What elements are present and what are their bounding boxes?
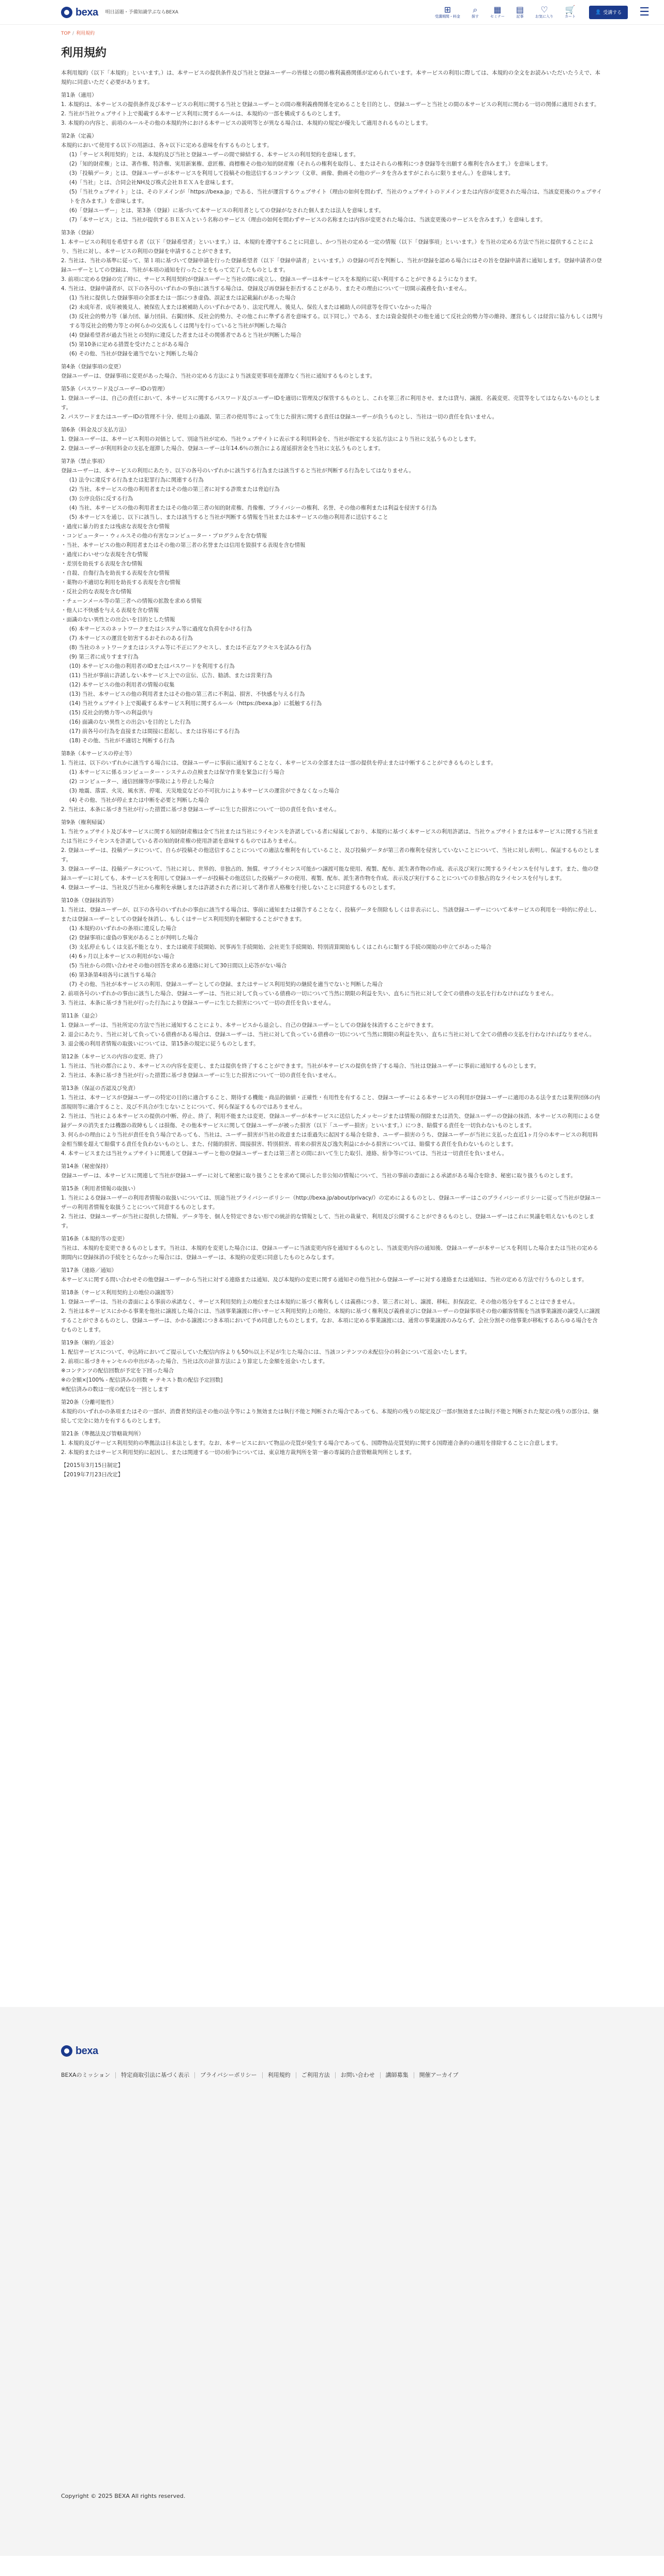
terms-paragraph: (11) 当社が事前に許諾しない本サービス上での宣伝、広告、勧誘、または営業行為 xyxy=(69,672,273,679)
terms-paragraph: 2. 当社は、当社の基準に従って、第１項に基づいて登録申請を行った登録希望者（以下「登録申請者」といいます。）の登録の可否を判断し、当社が登録を認める場合にはその旨を登録申請者に通知します。登録申請者の登録ユーザーとしての登録は、当社が本項の通知を行ったことをもって完了したものとします。 xyxy=(61,258,602,273)
terms-paragraph: (1) 当社に提供した登録事項の全部または一部につき虚偽、誤記または記載漏れがあった場合 xyxy=(69,295,296,301)
terms-paragraph: (4) 6ヶ月以上本サービスの利用がない場合 xyxy=(69,953,175,960)
terms-paragraph: (12) 本サービスの他の利用者の情報の収集 xyxy=(69,682,175,688)
terms-paragraph: (1) 法令に違反する行為または犯罪行為に関連する行為 xyxy=(69,477,204,483)
site-header xyxy=(0,0,664,25)
terms-paragraph: 4. 当社は、登録申請者が、以下の各号のいずれかの事由に該当する場合は、登録及び再登録を拒否することがあり、またその理由について一切開示義務を負いません。 xyxy=(61,286,470,292)
terms-paragraph: 3. 登録ユーザーは、投稿データについて、当社に対し、世界的、非独占的、無償、サブライセンス可能かつ譲渡可能な使用、複製、配布、派生著作物の作成、表示及び実行に関するライセンスを付与します。また、他の登録ユーザーに対しても、本サービスを利用して登録ユーザーが投稿その他送信した投稿データの使用、複製、配布、派生著作物を作成、表示及び実行することについての非独占的なライセンスを付与します。 xyxy=(61,866,599,881)
terms-paragraph: (9) 第三者に成りすます行為 xyxy=(69,654,139,660)
terms-paragraph: (3) 支払停止もしくは支払不能となり、または破産手続開始、民事再生手続開始、会社更生手続開始、特別清算開始もしくはこれらに類する手続の開始の申立てがあった場合 xyxy=(69,944,492,950)
terms-paragraph: (2) コンピューター、通信回線等が事故により停止した場合 xyxy=(69,778,215,785)
terms-paragraph: 本サービスに関する問い合わせその他登録ユーザーから当社に対する連絡または通知、及び本規約の変更に関する通知その他当社から登録ユーザーに対する連絡または通知は、当社の定める方法で行うものとします。 xyxy=(61,1277,587,1283)
logo-text: bexa xyxy=(76,6,98,18)
nav-icon: ♡ xyxy=(540,5,548,14)
terms-paragraph: ・当社、本サービスの他の利用者またはその他の第三者の名誉または信用を毀損する表現を含む情報 xyxy=(61,542,306,548)
terms-paragraph: 1. 当社は、当社の都合により、本サービスの内容を変更し、または提供を終了することができます。当社が本サービスの提供を終了する場合、当社は登録ユーザーに事前に通知するものとします。 xyxy=(61,1063,540,1069)
terms-paragraph: 2. 当社は、本条に基づき当社が行った措置に基づき登録ユーザーに生じた損害について一切の責任を負いません。 xyxy=(61,806,340,813)
section-heading: 第5条（パスワード及びユーザーIDの管理） xyxy=(61,386,168,392)
nav-item[interactable] xyxy=(472,5,479,19)
terms-paragraph: (1) 本規約のいずれかの条項に違反した場合 xyxy=(69,925,177,932)
terms-paragraph: (5)「当社ウェブサイト」とは、そのドメインが「https://bexa.jp」である、当社が運営するウェブサイト（理由の如何を問わず、当社のウェブサイトのドメインまたは内容が変更された場合は、当該変更後のウェブサイトを含みます。）を意味します。 xyxy=(69,189,602,204)
terms-paragraph: 本規約のいずれかの条項またはその一部が、消費者契約法その他の法令等により無効または執行不能と判断された場合であっても、本規約の残りの規定及び一部が無効または執行不能と判断された規定の残りの部分は、継続して完全に効力を有するものとします。 xyxy=(61,1409,599,1424)
nav-label: お気に入り xyxy=(535,14,554,19)
breadcrumb-home[interactable]: TOP xyxy=(61,31,71,36)
terms-paragraph: 登録ユーザーは、本サービスの利用にあたり、以下の各号のいずれかに該当する行為または該当すると当社が判断する行為をしてはなりません。 xyxy=(61,468,415,474)
nav-label: カート xyxy=(565,14,576,19)
section-heading: 第7条（禁止事項） xyxy=(61,458,108,465)
register-label: 受講する xyxy=(603,10,622,16)
terms-paragraph: 3. 本規約の内容と、前項のルールその他の本規約外における本サービスの説明等とが異なる場合は、本規約の規定が優先して適用されるものとします。 xyxy=(61,120,431,126)
nav-label: セミナー xyxy=(490,14,505,19)
terms-paragraph: 2. 登録ユーザーが利用料金の支払を遅滞した場合、登録ユーザーは年14.6％の割合による遅延損害金を当社に支払うものとします。 xyxy=(61,445,384,452)
terms-paragraph: (15) 反社会的勢力等への利益供与 xyxy=(69,710,153,716)
page-title: 利用規約 xyxy=(61,47,107,59)
terms-paragraph: 1. 当社は、登録ユーザーが、以下の各号のいずれかの事由に該当する場合は、事前に通知または催告することなく、投稿データを削除もしくは非表示にし、当該登録ユーザーについて本サービスの利用を一時的に停止し、または登録ユーザーとしての登録を抹消し、もしくはサービス利用契約を解除することができます。 xyxy=(61,907,600,922)
section-heading: 第17条（連絡／通知） xyxy=(61,1267,117,1274)
footer-link[interactable]: 講師募集 xyxy=(381,2072,414,2078)
section-heading: 第21条（準拠法及び管轄裁判所） xyxy=(61,1431,144,1437)
terms-paragraph: ・過度に暴力的または残虐な表現を含む情報 xyxy=(61,523,170,530)
copyright: Copyright © 2025 BEXA All rights reserved. xyxy=(61,2493,186,2499)
terms-paragraph: (3) 公序良俗に反する行為 xyxy=(69,496,133,502)
site-footer xyxy=(0,2007,664,2556)
footer-logo-text: bexa xyxy=(76,2045,98,2057)
footer-logo[interactable] xyxy=(61,2045,603,2057)
breadcrumb xyxy=(0,29,664,38)
terms-paragraph: 2. 退会にあたり、当社に対して負っている債務がある場合は、登録ユーザーは、当社に対して負っている債務の一切について当然に期限の利益を失い、直ちに当社に対して全ての債務の支払を行わなければなりません。 xyxy=(61,1031,595,1038)
nav-item[interactable] xyxy=(435,5,460,19)
terms-paragraph: 2. 前項各号のいずれかの事由に該当した場合、登録ユーザーは、当社に対して負っている債務の一切について当然に期限の利益を失い、直ちに当社に対して全ての債務の支払を行わなければなりません。 xyxy=(61,991,557,997)
footer-link[interactable]: 利用規約 xyxy=(263,2072,296,2078)
terms-paragraph: 本規約において使用する以下の用語は、各々以下に定める意味を有するものとします。 xyxy=(61,142,273,148)
terms-paragraph: ・過度にわいせつな表現を含む情報 xyxy=(61,551,148,558)
hamburger-menu-icon[interactable]: ☰ xyxy=(639,5,650,19)
terms-paragraph: 1. 登録ユーザーは、自己の責任において、本サービスに関するパスワード及びユーザーIDを適切に管理及び保管するものとし、これを第三者に利用させ、または貸与、譲渡、名義変更、売買等をしてはならないものとします。 xyxy=(61,395,600,411)
logo-mark-icon xyxy=(61,7,72,18)
terms-paragraph: (16) 面識のない異性との出会いを目的とした行為 xyxy=(69,719,191,725)
footer-link[interactable]: プライバシーポリシー xyxy=(195,2072,262,2078)
nav-icon: ⊞ xyxy=(444,5,451,14)
section-heading: 第20条（分離可能性） xyxy=(61,1399,117,1405)
breadcrumb-separator: / xyxy=(72,31,74,36)
terms-paragraph: ・差別を助長する表現を含む情報 xyxy=(61,561,143,567)
terms-paragraph: (8) 当社のネットワークまたはシステム等に不正にアクセスし、または不正なアクセスを試みる行為 xyxy=(69,645,312,651)
terms-paragraph: (7) 本サービスの運営を妨害するおそれのある行為 xyxy=(69,635,193,641)
section-heading: 第4条（登録事項の変更） xyxy=(61,364,125,370)
terms-paragraph: (2)「知的財産権」とは、著作権、特許権、実用新案権、意匠権、商標権その他の知的財産権（それらの権利を取得し、またはそれらの権利につき登録等を出願する権利を含みます。）を意味します。 xyxy=(69,161,551,167)
section-heading: 第16条（本規約等の変更） xyxy=(61,1236,128,1242)
site-logo[interactable] xyxy=(61,7,98,18)
terms-paragraph: 4. 本サービスまたは当社ウェブサイトに関連して登録ユーザーと他の登録ユーザーまたは第三者との間において生じた取引、連絡、紛争等については、当社は一切責任を負いません。 xyxy=(61,1150,508,1157)
terms-paragraph: 3. 退会後の利用者情報の取扱いについては、第15条の規定に従うものとします。 xyxy=(61,1041,259,1047)
section-heading: 第15条（利用者情報の取扱い） xyxy=(61,1186,139,1192)
header-nav xyxy=(435,5,576,19)
terms-paragraph: 2. 当社は、本条に基づき当社が行った措置に基づき登録ユーザーに生じた損害について一切の責任を負いません。 xyxy=(61,1072,340,1079)
section-heading: 第14条（秘密保持） xyxy=(61,1163,112,1170)
site-tagline: 明日話題・予備知識学ぶならBEXA xyxy=(105,9,178,15)
nav-label: 受講期間・料金 xyxy=(434,14,460,19)
terms-paragraph: 1. 本サービスの利用を希望する者（以下「登録希望者」といいます。）は、本規約を遵守することに同意し、かつ当社の定める一定の情報（以下「登録事項」といいます。）を当社の定める方法で当社に提供することにより、当社に対し、本サービスの利用の登録を申請することができます。 xyxy=(61,239,594,254)
footer-link[interactable]: BEXAのミッション xyxy=(61,2072,116,2078)
terms-paragraph: 1. 配信サービスについて、申込時においてご提示していた配信内容よりも50％以上不足が生じた場合には、当該コンテンツの未配信分の料金について返金いたします。 xyxy=(61,1349,471,1355)
terms-paragraph: (6) 本サービスのネットワークまたはシステム等に過度な負荷をかける行為 xyxy=(69,626,252,632)
nav-label: 探す xyxy=(471,14,479,19)
footer-links xyxy=(61,2068,578,2083)
terms-paragraph: (1)「サービス利用契約」とは、本規約及び当社と登録ユーザーの間で締結する、本サービスの利用契約を意味します。 xyxy=(69,152,359,158)
section-heading: 第8条（本サービスの停止等） xyxy=(61,751,135,757)
terms-paragraph: 2. パスワードまたはユーザーIDの管理不十分、使用上の過誤、第三者の使用等によって生じた損害に関する責任は登録ユーザーが負うものとし、当社は一切の責任を負いません。 xyxy=(61,414,498,420)
nav-icon: 🛒 xyxy=(565,5,576,14)
terms-paragraph: ・面識のない異性との出会いを目的とした情報 xyxy=(61,617,175,623)
terms-paragraph: (6) 第3条第4項各号に該当する場合 xyxy=(69,972,157,978)
terms-paragraph: (14) 当社ウェブサイト上で掲載する本サービス利用に関するルール（https://bexa.jp）に抵触する行為 xyxy=(69,700,322,707)
terms-paragraph: (4) 当社、本サービスの他の利用者またはその他の第三者の知的財産権、肖像権、プライバシーの権利、名誉、その他の権利または利益を侵害する行為 xyxy=(69,505,437,511)
terms-paragraph: 3. 前項に定める登録の完了時に、サービス利用契約が登録ユーザーと当社の間に成立し、登録ユーザーは本サービスを本規約に従い利用することができるようになります。 xyxy=(61,276,480,282)
terms-paragraph: ・コンピューター・ウィルスその他の有害なコンピューター・プログラムを含む情報 xyxy=(61,533,267,539)
section-heading: 第2条（定義） xyxy=(61,133,97,139)
terms-paragraph: (5) 第10条に定める措置を受けたことがある場合 xyxy=(69,341,189,348)
section-heading: 第6条（料金及び支払方法） xyxy=(61,427,130,433)
terms-paragraph: 2. 当社が当社ウェブサイト上で掲載する本サービス利用に関するルールは、本規約の一部を構成するものとします。 xyxy=(61,111,344,117)
terms-paragraph: 2. 当社は、当社による本サービスの提供の中断、停止、終了、利用不能または変更、登録ユーザーが本サービスに送信したメッセージまたは情報の削除または消失、登録ユーザーの登録の抹消、本サービスの利用による登録データの消失または機器の故障もしくは損傷、その他本サービスに関して登録ユーザーが被った損害（以下「ユーザー損害」といいます。）につき、賠償する責任を一切負わないものとします。 xyxy=(61,1113,600,1129)
nav-item[interactable] xyxy=(516,5,524,19)
terms-paragraph: (7) その他、当社が本サービスの利用、登録ユーザーとしての登録、またはサービス利用契約の継続を適当でないと判断した場合 xyxy=(69,981,383,987)
section-heading: 第3条（登録） xyxy=(61,230,97,236)
nav-item[interactable] xyxy=(535,5,553,19)
terms-paragraph: ・自殺、自傷行為を助長する表現を含む情報 xyxy=(61,570,170,576)
terms-paragraph: (3)「投稿データ」とは、登録ユーザーが本サービスを利用して投稿その他送信するコンテンツ（文章、画像、動画その他のデータを含みますがこれらに限りません。）を意味します。 xyxy=(69,170,514,176)
section-heading: 第13条（保証の否認及び免責） xyxy=(61,1085,139,1091)
section-heading: 第9条（権利帰属） xyxy=(61,819,108,826)
footer-link[interactable]: お問い合わせ xyxy=(336,2072,381,2078)
terms-paragraph: 1. 当社は、以下のいずれかに該当する場合には、登録ユーザーに事前に通知することなく、本サービスの全部または一部の提供を停止または中断することができるものとします。 xyxy=(61,760,496,766)
terms-paragraph: 1. 登録ユーザーは、当社の書面による事前の承諾なく、サービス利用契約上の地位または本規約に基づく権利もしくは義務につき、第三者に対し、譲渡、移転、担保設定、その他の処分をすることはできません。 xyxy=(61,1299,579,1305)
terms-paragraph: 登録ユーザーは、本サービスに関連して当社が登録ユーザーに対して秘密に取り扱うことを求めて開示した非公知の情報について、当社の事前の書面による承諾がある場合を除き、秘密に取り扱うものとします。 xyxy=(61,1173,576,1179)
terms-paragraph: (10) 本サービスの他の利用者のIDまたはパスワードを利用する行為 xyxy=(69,663,235,669)
terms-paragraph: ※の全額×[100% - 配信済みの回数 ÷ テキスト数の配信予定回数] xyxy=(61,1377,223,1383)
terms-paragraph: 3. 何らかの理由により当社が責任を負う場合であっても、当社は、ユーザー損害が当社の故意または重過失に起因する場合を除き、ユーザー損害のうち、登録ユーザーが当社に支払った直近1ヶ月分の本サービスの利用料金相当額を超えて賠償する責任を負わないものとし、また、付随的損害、間接損害、特別損害、将来の損害及び逸失利益にかかる損害については、賠償する責任を負わないものとします。 xyxy=(61,1132,598,1147)
terms-paragraph: (2) 未成年者、成年被後見人、被保佐人または被補助人のいずれかであり、法定代理人、後見人、保佐人または補助人の同意等を得ていなかった場合 xyxy=(69,304,432,310)
terms-paragraph: ※配信済みの数は一度の配信を一回とします xyxy=(61,1386,169,1392)
terms-paragraph: 本利用規約（以下「本規約」といいます。）は、本サービスの提供条件及び当社と登録ユーザーの皆様との間の権利義務関係が定められています。本サービスの利用に際しては、本規約の全文をお読みいただいたうえで、本規約に同意いただく必要があります。 xyxy=(61,70,600,85)
register-button[interactable] xyxy=(589,6,628,19)
section-heading: 第10条（登録抹消等） xyxy=(61,897,117,904)
terms-paragraph: 1. 当社による登録ユーザーの利用者情報の取扱いについては、別途当社プライバシーポリシー（http://bexa.jp/about/privacy/）の定めによるものとし、登録ユーザーはこのプライバシーポリシーに従って当社が登録ユーザーの利用者情報を取扱うことについて同意するものとします。 xyxy=(61,1195,601,1210)
terms-paragraph: (5) 当社からの問い合わせその他の回答を求める連絡に対して30日間以上応答がない場合 xyxy=(69,963,287,969)
footer-link[interactable]: 特定商取引法に基づく表示 xyxy=(116,2072,195,2078)
section-heading: 第1条（適用） xyxy=(61,92,97,98)
terms-paragraph: (1) 本サービスに係るコンピューター・システムの点検または保守作業を緊急に行う場合 xyxy=(69,769,285,775)
terms-paragraph: (4)「当社」とは、合同会社NH及び株式会社ＢＥＸＡを意味します。 xyxy=(69,179,237,186)
terms-paragraph: ・薬物の不適切な利用を助長する表現を含む情報 xyxy=(61,579,180,586)
section-heading: 【2015年3月15日制定】 xyxy=(61,1462,124,1469)
nav-icon: ▦ xyxy=(493,5,502,14)
terms-paragraph: (5) 本サービスを通じ、以下に該当し、または該当すると当社が判断する情報を当社または本サービスの他の利用者に送信すること xyxy=(69,514,388,520)
section-heading: 第19条（解約／返金） xyxy=(61,1340,117,1346)
terms-paragraph: (3) 反社会的勢力等（暴力団、暴力団員、右翼団体、反社会的勢力、その他これに準ずる者を意味する。以下同じ。）である、または資金提供その他を通じて反社会的勢力等の維持、運営もしくは経営に協力もしくは関与する等反社会的勢力等との何らかの交流もしくは関与を行っていると当社が判断した場合 xyxy=(69,313,603,329)
terms-paragraph: 当社は、本規約を変更できるものとします。当社は、本規約を変更した場合には、登録ユーザーに当該変更内容を通知するものとし、当該変更内容の通知後、登録ユーザーが本サービスを利用した場合または当社の定める期間内に登録抹消の手続をとらなかった場合には、登録ユーザーは、本規約の変更に同意したものとみなします。 xyxy=(61,1245,598,1261)
terms-paragraph: 4. 登録ユーザーは、当社及び当社から権利を承継しまたは許諾された者に対して著作者人格権を行使しないことに同意するものとします。 xyxy=(61,885,399,891)
terms-paragraph: (3) 地震、落雷、火災、風水害、停電、天災地変などの不可抗力により本サービスの運営ができなくなった場合 xyxy=(69,788,340,794)
terms-paragraph: 2. 前項に基づきキャンセルの申出があった場合、当社は次の計算方法により算定した金額を返金いたします。 xyxy=(61,1358,328,1365)
terms-paragraph: 1. 登録ユーザーは、本サービス利用の対価として、別途当社が定め、当社ウェブサイトに表示する利用料金を、当社が指定する支払方法により当社に支払うものとします。 xyxy=(61,436,479,442)
terms-content xyxy=(0,68,664,2003)
terms-paragraph: 【2019年7月23日改定】 xyxy=(61,1472,124,1478)
section-heading: 第18条（サービス利用契約上の地位の譲渡等） xyxy=(61,1290,177,1296)
nav-label: 記事 xyxy=(516,14,524,19)
terms-paragraph: 1. 登録ユーザーは、当社所定の方法で当社に通知することにより、本サービスから退会し、自己の登録ユーザーとしての登録を抹消することができます。 xyxy=(61,1022,437,1028)
nav-icon: ▤ xyxy=(516,5,524,14)
terms-paragraph: (6)「登録ユーザー」とは、第3条（登録）に基づいて本サービスの利用者としての登録がなされた個人または法人を意味します。 xyxy=(69,207,384,214)
terms-paragraph: 登録ユーザーは、登録事項に変更があった場合、当社の定める方法により当該変更事項を遅滞なく当社に通知するものとします。 xyxy=(61,373,376,379)
terms-paragraph: (4) 登録希望者が過去当社との契約に違反した者またはその関係者であると当社が判断した場合 xyxy=(69,332,301,338)
breadcrumb-current: 利用規約 xyxy=(76,31,95,36)
terms-paragraph: 3. 当社は、本条に基づき当社が行った行為により登録ユーザーに生じた損害について一切の責任を負いません。 xyxy=(61,1000,335,1006)
terms-paragraph: (18) その他、当社が不適切と判断する行為 xyxy=(69,738,175,744)
terms-paragraph: (2) 登録事項に虚偽の事実があることが判明した場合 xyxy=(69,935,199,941)
terms-paragraph: (6) その他、当社が登録を適当でないと判断した場合 xyxy=(69,351,199,357)
terms-paragraph: 1. 本規約は、本サービスの提供条件及び本サービスの利用に関する当社と登録ユーザーとの間の権利義務関係を定めることを目的とし、登録ユーザーと当社との間の本サービスの利用に関わる一切の関係に適用されます。 xyxy=(61,101,600,108)
user-icon: 👤 xyxy=(595,9,601,15)
terms-paragraph: 2. 当社は、登録ユーザーが当社に提供した情報、データ等を、個人を特定できない形での統計的な情報として、当社の裁量で、利用及び公開することができるものとし、登録ユーザーはこれに異議を唱えないものとします。 xyxy=(61,1214,595,1229)
footer-link[interactable]: 開催アーカイブ xyxy=(419,2072,459,2078)
logo-mark-icon xyxy=(61,2045,72,2057)
nav-item[interactable] xyxy=(490,5,505,19)
terms-paragraph: 2. 当社は本サービスにかかる事業を他社に譲渡した場合には、当該事業譲渡に伴いサービス利用契約上の地位、本規約に基づく権利及び義務並びに登録ユーザーの登録事項その他の顧客情報を当該事業譲渡の譲受人に譲渡することができるものとし、登録ユーザーは、かかる譲渡につき本項において予め同意したものとします。なお、本項に定める事業譲渡には、通常の事業譲渡のみならず、会社分割その他事業が移転するあらゆる場合を含むものとします。 xyxy=(61,1308,600,1333)
terms-paragraph: (4) その他、当社が停止または中断を必要と判断した場合 xyxy=(69,797,209,803)
terms-paragraph: 2. 本規約またはサービス利用契約に起因し、または関連する一切の紛争については、東京地方裁判所を第一審の専属的合意管轄裁判所とします。 xyxy=(61,1449,415,1456)
terms-paragraph: ・チェーンメール等の第三者への情報の拡散を求める情報 xyxy=(61,598,202,604)
terms-paragraph: ・反社会的な表現を含む情報 xyxy=(61,589,132,595)
terms-paragraph: ※コンテンツの配信回数が予定を下回った場合 xyxy=(61,1368,174,1374)
terms-paragraph: (17) 前各号の行為を直接または間接に惹起し、または容易にする行為 xyxy=(69,728,240,735)
section-heading: 第11条（退会） xyxy=(61,1013,101,1019)
section-heading: 第12条（本サービスの内容の変更、終了） xyxy=(61,1054,166,1060)
nav-icon: ⌕ xyxy=(473,5,478,14)
terms-paragraph: (7)「本サービス」とは、当社が提供するＢＥＸＡという名称のサービス（理由の如何を問わずサービスの名称または内容が変更された場合は、当該変更後のサービスを含みます。）を意味します。 xyxy=(69,217,546,223)
terms-paragraph: ・他人に不快感を与える表現を含む情報 xyxy=(61,607,159,613)
terms-paragraph: (13) 当社、本サービスの他の利用者またはその他の第三者に不利益、損害、不快感を与える行為 xyxy=(69,691,305,697)
terms-paragraph: 1. 当社ウェブサイト及び本サービスに関する知的財産権は全て当社または当社にライセンスを許諾している者に帰属しており、本規約に基づく本サービスの利用許諾は、当社ウェブサイトまたは本サービスに関する当社または当社にライセンスを許諾している者の知的財産権の使用許諾を意味するものではありません。 xyxy=(61,829,599,844)
nav-item[interactable] xyxy=(565,5,576,19)
footer-link[interactable]: ご利用方法 xyxy=(296,2072,336,2078)
terms-paragraph: 1. 当社は、本サービスが登録ユーザーの特定の目的に適合すること、期待する機能・商品的価値・正確性・有用性を有すること、登録ユーザーによる本サービスの利用が登録ユーザーに適用のある法令または業界団体の内部規則等に適合すること、及び不具合が生じないことについて、何ら保証するものではありません。 xyxy=(61,1095,600,1110)
terms-paragraph: (2) 当社、本サービスの他の利用者またはその他の第三者に対する詐欺または脅迫行為 xyxy=(69,486,280,492)
terms-paragraph: 2. 登録ユーザーは、投稿データについて、自らが投稿その他送信することについての適法な権利を有していること、及び投稿データが第三者の権利を侵害していないことについて、当社に対し表明し、保証するものとします。 xyxy=(61,847,600,863)
terms-paragraph: 1. 本規約及びサービス利用契約の準拠法は日本法とします。なお、本サービスにおいて物品の売買が発生する場合であっても、国際物品売買契約に関する国際連合条約の適用を排除することに合意します。 xyxy=(61,1440,562,1446)
